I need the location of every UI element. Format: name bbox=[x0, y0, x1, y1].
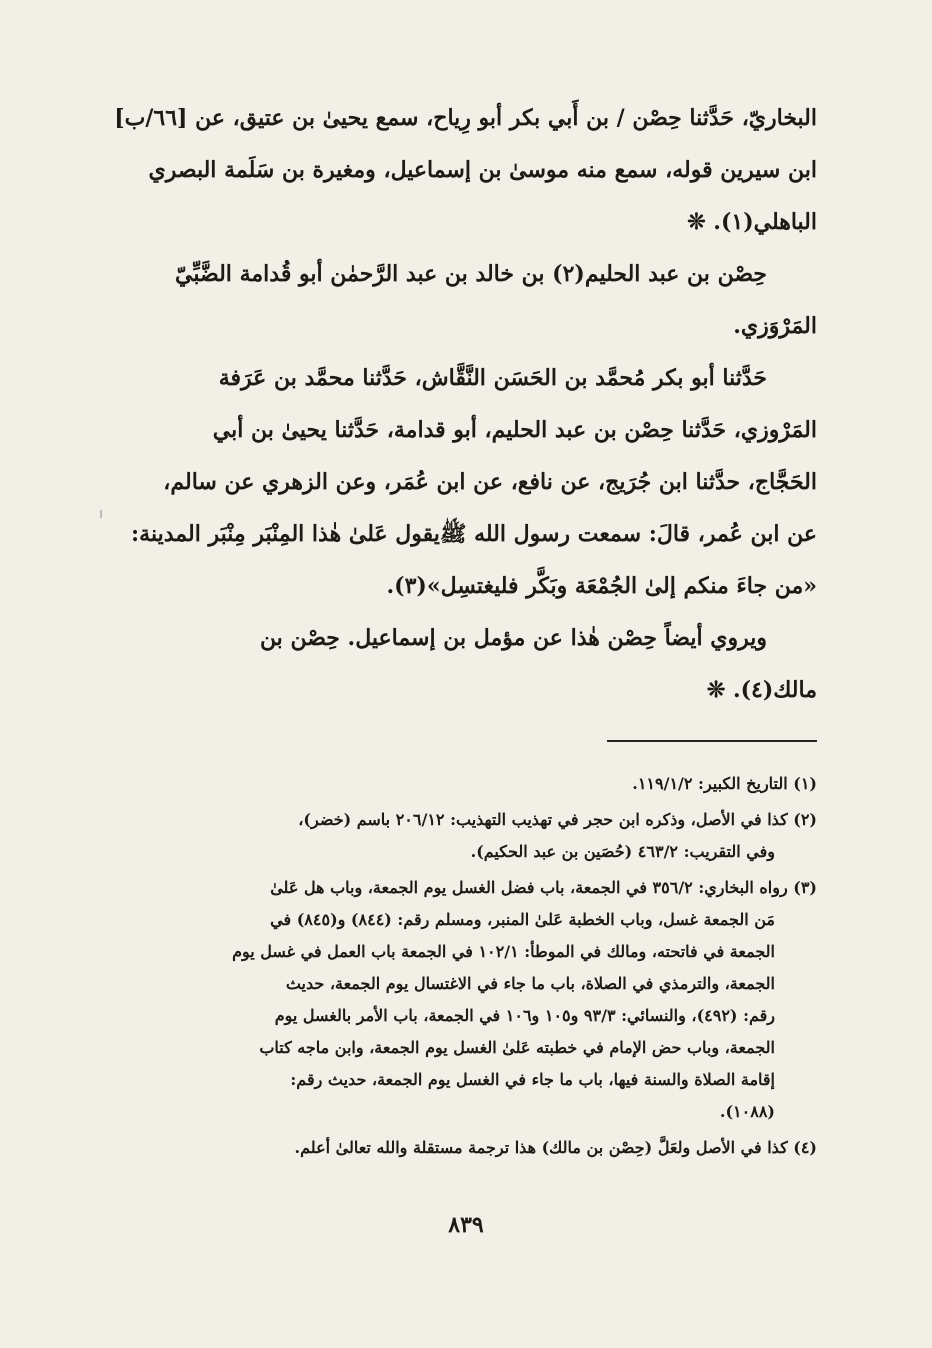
footnote-line: (٢) كذا في الأصل، وذكره ابن حجر في تهذيب التهذيب: ٢٠٦/١٢ باسم (خضر)، bbox=[298, 810, 817, 829]
footnote-line: الجمعة، والترمذي في الصلاة، باب ما جاء في الاغتسال يوم الجمعة، حديث bbox=[285, 974, 775, 993]
text-line: الحَجَّاج، حدَّثنا ابن جُرَيج، عن نافع، عن ابن عُمَر، وعن الزهري عن سالم، bbox=[163, 469, 817, 495]
footnote-line: رقم: (٤٩٢)، والنسائي: ٩٣/٣ و١٠٥ و١٠٦ في الجمعة، باب الأمر بالغسل يوم bbox=[274, 1006, 775, 1025]
text-line: ابن سيرين قوله، سمع منه موسىٰ بن إسماعيل، ومغيرة بن سَلَمة البصري bbox=[148, 157, 817, 183]
text-line: المَرْوزي، حَدَّثنا حِصْن بن عبد الحليم، أبو قدامة، حَدَّثنا يحيىٰ بن أبي bbox=[212, 417, 817, 443]
footnote-line: (١) التاريخ الكبير: ١١٩/١/٢. bbox=[632, 774, 817, 793]
footnote-line: (٤) كذا في الأصل ولعَلَّ (حِصْن بن مالك) هذا ترجمة مستقلة والله تعالىٰ أعلم. bbox=[294, 1138, 817, 1157]
footnote-line: إقامة الصلاة والسنة فيها، باب ما جاء في الغسل يوم الجمعة، حديث رقم: bbox=[290, 1070, 775, 1089]
footnote-line: مَن الجمعة غسل، وباب الخطبة عَلىٰ المنبر، ومسلم رقم: (٨٤٤) و(٨٤٥) في bbox=[270, 910, 775, 929]
text-line: «من جاءَ منكم إلىٰ الجُمْعَة وبَكَّر فليغتسِل»(٣). bbox=[386, 573, 817, 599]
text-line: ويروي أيضاً حِصْن هٰذا عن مؤمل بن إسماعيل. حِصْن بن bbox=[259, 625, 767, 651]
page-number: ٨٣٩ bbox=[448, 1212, 484, 1238]
text-line: حِصْن بن عبد الحليم(٢) بن خالد بن عبد الرَّحمٰن أبو قُدامة الضَّبِّيّ bbox=[175, 261, 767, 287]
footnote-line: (٣) رواه البخاري: ٣٥٦/٢ في الجمعة، باب فضل الغسل يوم الجمعة، وباب هل عَلىٰ bbox=[270, 878, 817, 897]
footnote-line: الجمعة، وباب حض الإمام في خطبته عَلىٰ الغسل يوم الجمعة، وابن ماجه كتاب bbox=[259, 1038, 775, 1057]
text-line: البخاريّ، حَدَّثنا حِصْن / بن أَبي بكر أبو رِياح، سمع يحيىٰ بن عتيق، عن [٦٦/ب] bbox=[114, 105, 817, 131]
text-line: مالك(٤). ❊ bbox=[706, 677, 817, 703]
text-line: عن ابن عُمر، قالَ: سمعت رسول الله ﷺيقول عَلىٰ هٰذا المِنْبَر مِنْبَر المدينة: bbox=[131, 521, 817, 547]
text-line: المَرْوَزي. bbox=[733, 313, 817, 339]
margin-speck bbox=[100, 510, 102, 518]
footnote-line: وفي التقريب: ٤٦٣/٢ (حُصَين بن عبد الحكيم). bbox=[470, 842, 775, 861]
footnote-line: (١٠٨٨). bbox=[719, 1102, 775, 1121]
footnotes bbox=[128, 768, 817, 1164]
footnote-separator bbox=[607, 740, 817, 742]
text-line: حَدَّثنا أبو بكر مُحمَّد بن الحَسَن النَّقَّاش، حَدَّثنا محمَّد بن عَرَفة bbox=[218, 365, 767, 391]
text-line: الباهلي(١). ❊ bbox=[687, 209, 817, 235]
footnote-line: الجمعة في فاتحته، ومالك في الموطأ: ١٠٢/١ في الجمعة باب العمل في غسل يوم bbox=[232, 942, 775, 961]
main-text bbox=[114, 92, 817, 716]
